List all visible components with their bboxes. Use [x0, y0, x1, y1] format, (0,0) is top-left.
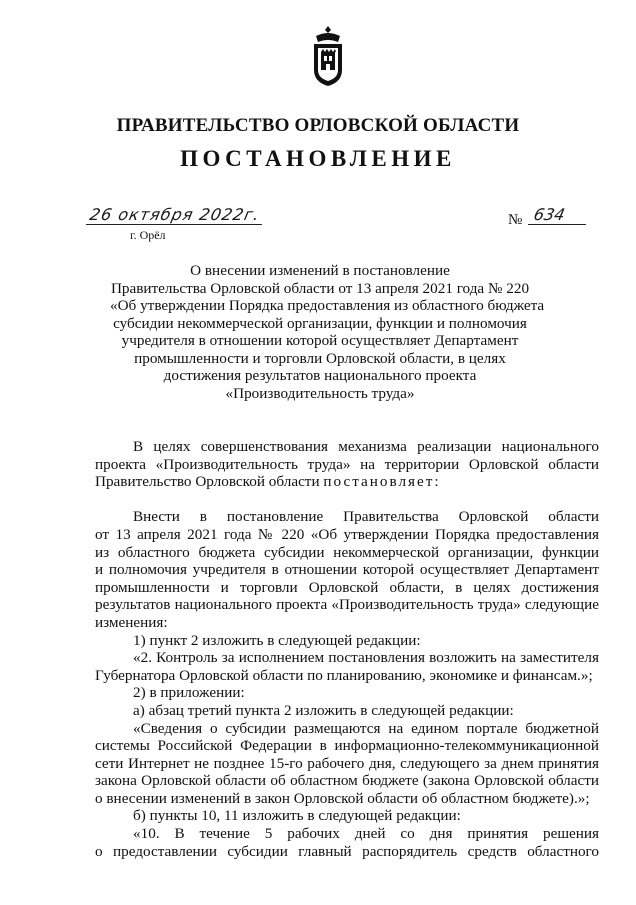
list-item: 1) пункт 2 изложить в следующей редакции: — [133, 631, 421, 649]
handwritten-date: 26 октября 2022г. — [86, 205, 266, 225]
title-line: субсидии некоммерческой организации, функции и полномочия — [113, 314, 527, 332]
title-line: учредителя в отношении которой осуществляет Департамент — [121, 332, 519, 349]
body-line: «Сведения о субсидии размещаются на едином портале бюджетной — [133, 719, 599, 737]
decree-body — [95, 438, 599, 860]
body-line: промышленности и торговли Орловской области, в целях достижения — [95, 578, 599, 596]
body-line: о предоставлении субсидии главный распорядитель средств областного — [95, 842, 599, 860]
title-line: «Об утверждении Порядка предоставления из областного бюджета — [110, 297, 545, 314]
decree-verb: постановляет: — [323, 473, 441, 491]
body-line: изменения: — [95, 613, 168, 631]
body-text: Правительство Орловской области — [95, 473, 324, 491]
body-line: о внесении изменений в закон Орловской области об областном бюджете).»; — [95, 789, 590, 807]
body-line: результатов национального проекта «Производительность труда» следующие — [95, 596, 599, 614]
body-line: В целях совершенствования механизма реализации национального — [133, 438, 599, 455]
title-line: достижения результатов национального проекта — [163, 367, 477, 384]
title-line: Правительства Орловской области от 13 апреля 2021 года № 220 — [110, 279, 530, 297]
title-line: промышленности и торговли Орловской области, в целях — [134, 349, 506, 367]
body-line — [95, 473, 599, 491]
coat-of-arms-icon — [308, 24, 348, 88]
number-label: № — [508, 212, 523, 228]
handwritten-number: 634 — [528, 205, 590, 225]
body-line: системы Российской Федерации в информационно-телекоммуникационной — [95, 737, 599, 755]
document-type: ПОСТАНОВЛЕНИЕ — [180, 146, 456, 171]
body-line: от 13 апреля 2021 года № 220 «Об утверждении Порядка предоставления — [95, 525, 599, 543]
title-line: О внесении изменений в постановление — [190, 262, 450, 279]
body-line: сети Интернет не позднее 15-го рабочего дня, следующего за днем принятия — [95, 754, 599, 772]
decree-title — [110, 262, 545, 402]
list-item: 2) в приложении: — [133, 684, 245, 702]
list-item: б) пункты 10, 11 изложить в следующей редакции: — [133, 807, 461, 825]
body-line: Губернатора Орловской области по планированию, экономике и финансам.»; — [95, 666, 593, 684]
body-line: и полномочия учредителя в отношении которой осуществляет Департамент — [95, 561, 599, 579]
title-line: «Производительность труда» — [225, 384, 415, 402]
government-name: ПРАВИТЕЛЬСТВО ОРЛОВСКОЙ ОБЛАСТИ — [116, 115, 520, 136]
body-line: «10. В течение 5 рабочих дней со дня принятия решения — [133, 825, 599, 843]
body-line: «2. Контроль за исполнением постановления возложить на заместителя — [133, 649, 599, 667]
body-line: закона Орловской области об областном бюджете (закона Орловской области — [95, 772, 599, 790]
city: г. Орёл — [130, 228, 166, 242]
body-line: Внести в постановление Правительства Орловской области — [133, 508, 599, 526]
body-line: проекта «Производительность труда» на территории Орловской области — [95, 455, 599, 473]
list-item: а) абзац третий пункта 2 изложить в следующей редакции: — [133, 701, 514, 719]
body-line: из областного бюджета субсидии некоммерческой организации, функции — [95, 543, 599, 561]
